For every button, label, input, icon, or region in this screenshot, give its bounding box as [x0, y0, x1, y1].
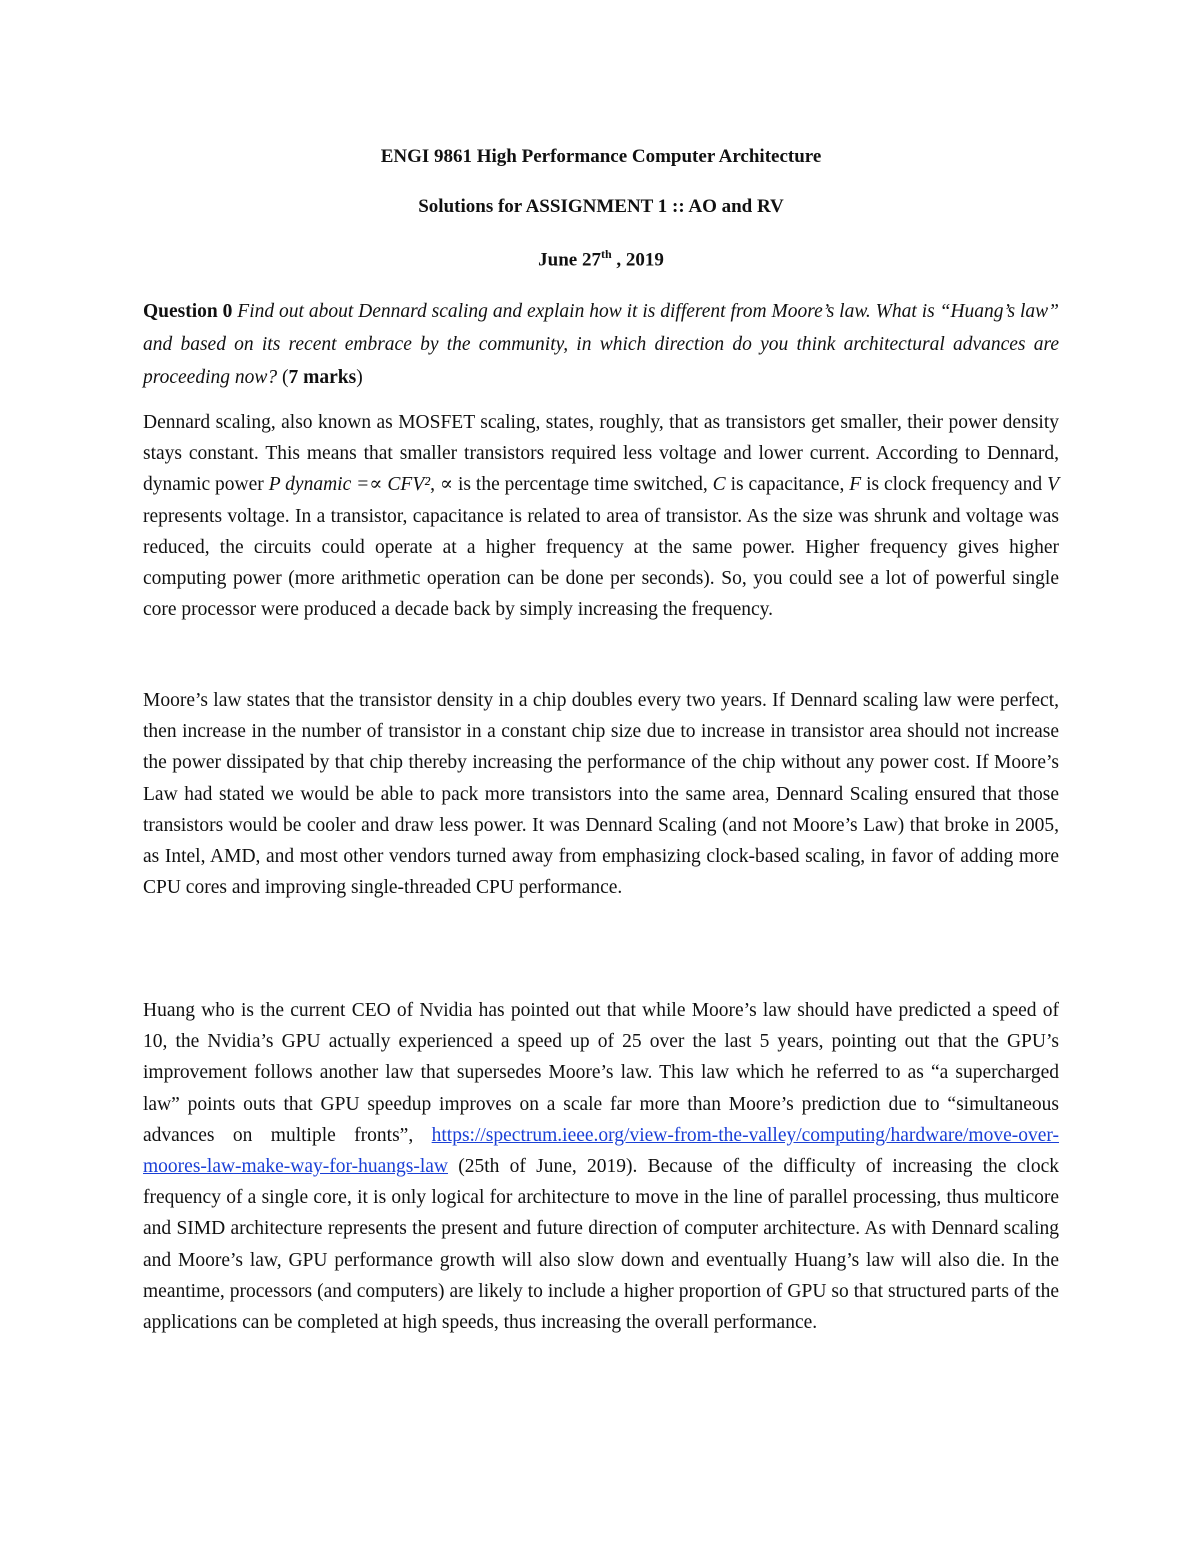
p3-part1: Huang who is the current CEO of Nvidia has pointed out that while Moore’s law should have predicted a speed of 10, the Nvidia’s GPU actually experienced a speed up of 25 over the last 5 years, pointing out that the GPU’s improvement follows another law that supersedes Moore’s law. This law which he referred to as “a supercharged law” points outs that GPU speedup improves on a scale far more than Moore’s prediction due to “simultaneous advances on multiple fronts”, [143, 1000, 1059, 1146]
date-superscript: th [600, 247, 612, 261]
symbol-c: C [712, 474, 726, 496]
power-formula: P dynamic =∝ CFV² [268, 474, 431, 496]
assignment-date [143, 247, 1059, 271]
marks-open: ( [277, 367, 289, 388]
date-year: , 2019 [611, 249, 664, 271]
paragraph-dennard [143, 407, 1059, 625]
p1-part2: , ∝ is the percentage time switched, [430, 474, 713, 496]
question-label: Question 0 [143, 301, 233, 322]
paragraph-moore: Moore’s law states that the transistor density in a chip doubles every two years. If Dennard scaling law were perfect, then increase in the number of transistor in a constant chip size due to increase in transistor area should not increase the power dissipated by that chip thereby increasing the performance of the chip without any power cost. If Moore’s Law had stated we would be able to pack more transistors into the same area, Dennard Scaling ensured that those transistors would be cooler and draw less power. It was Dennard Scaling (and not Moore’s Law) that broke in 2005, as Intel, AMD, and most other vendors turned away from emphasizing clock-based scaling, in favor of adding more CPU cores and improving single-threaded CPU performance. [143, 690, 1059, 899]
p1-part5: represents voltage. In a transistor, capacitance is related to area of transistor. As the size was shrunk and voltage was reduced, the circuits could operate at a higher frequency at the same power. Higher frequency gives higher computing power (more arithmetic operation can be done per seconds). So, you could see a lot of powerful single core processor were produced a decade back by simply increasing the frequency. [143, 505, 1059, 621]
question-marks: 7 marks [288, 367, 357, 388]
symbol-f: F [849, 474, 862, 496]
p1-part1: Dennard scaling, also known as MOSFET scaling, states, roughly, that as transistors get smaller, their power density stays constant. This means that smaller transistors required less voltage and lower current. According to Dennard, dynamic power [143, 412, 1059, 496]
symbol-v: V [1047, 474, 1059, 496]
course-title: ENGI 9861 High Performance Computer Architecture [380, 146, 822, 167]
question-text: Find out about Dennard scaling and explain how it is different from Moore’s law. What is “Huang’s law” and based on its recent embrace by the community, in which direction do you think architectural advances are proceeding now? [143, 301, 1060, 388]
spectrum-ieee-link[interactable]: https://spectrum.ieee.org/view-from-the-valley/computing/hardware/move-over-moores-law-make-way-for-huangs-law [143, 1124, 1059, 1178]
paragraph-huang [143, 995, 1059, 1338]
date-main: June 27 [538, 249, 601, 271]
assignment-subtitle: Solutions for ASSIGNMENT 1 :: AO and RV [418, 196, 784, 217]
p1-part3: is capacitance, [725, 474, 850, 496]
p3-part2: (25th of June, 2019). Because of the difficulty of increasing the clock frequency of a single core, it is only logical for architecture to move in the line of parallel processing, thus multicore and SIMD architecture represents the present and future direction of computer architecture. As with Dennard scaling and Moore’s law, GPU performance growth will also slow down and eventually Huang’s law will also die. In the meantime, processors (and computers) are likely to include a higher proportion of GPU so that structured parts of the applications can be completed at high speeds, thus increasing the overall performance. [143, 1156, 1059, 1334]
p1-part4: is clock frequency and [861, 474, 1048, 496]
marks-close: ) [356, 367, 363, 388]
question-block [143, 295, 1059, 394]
